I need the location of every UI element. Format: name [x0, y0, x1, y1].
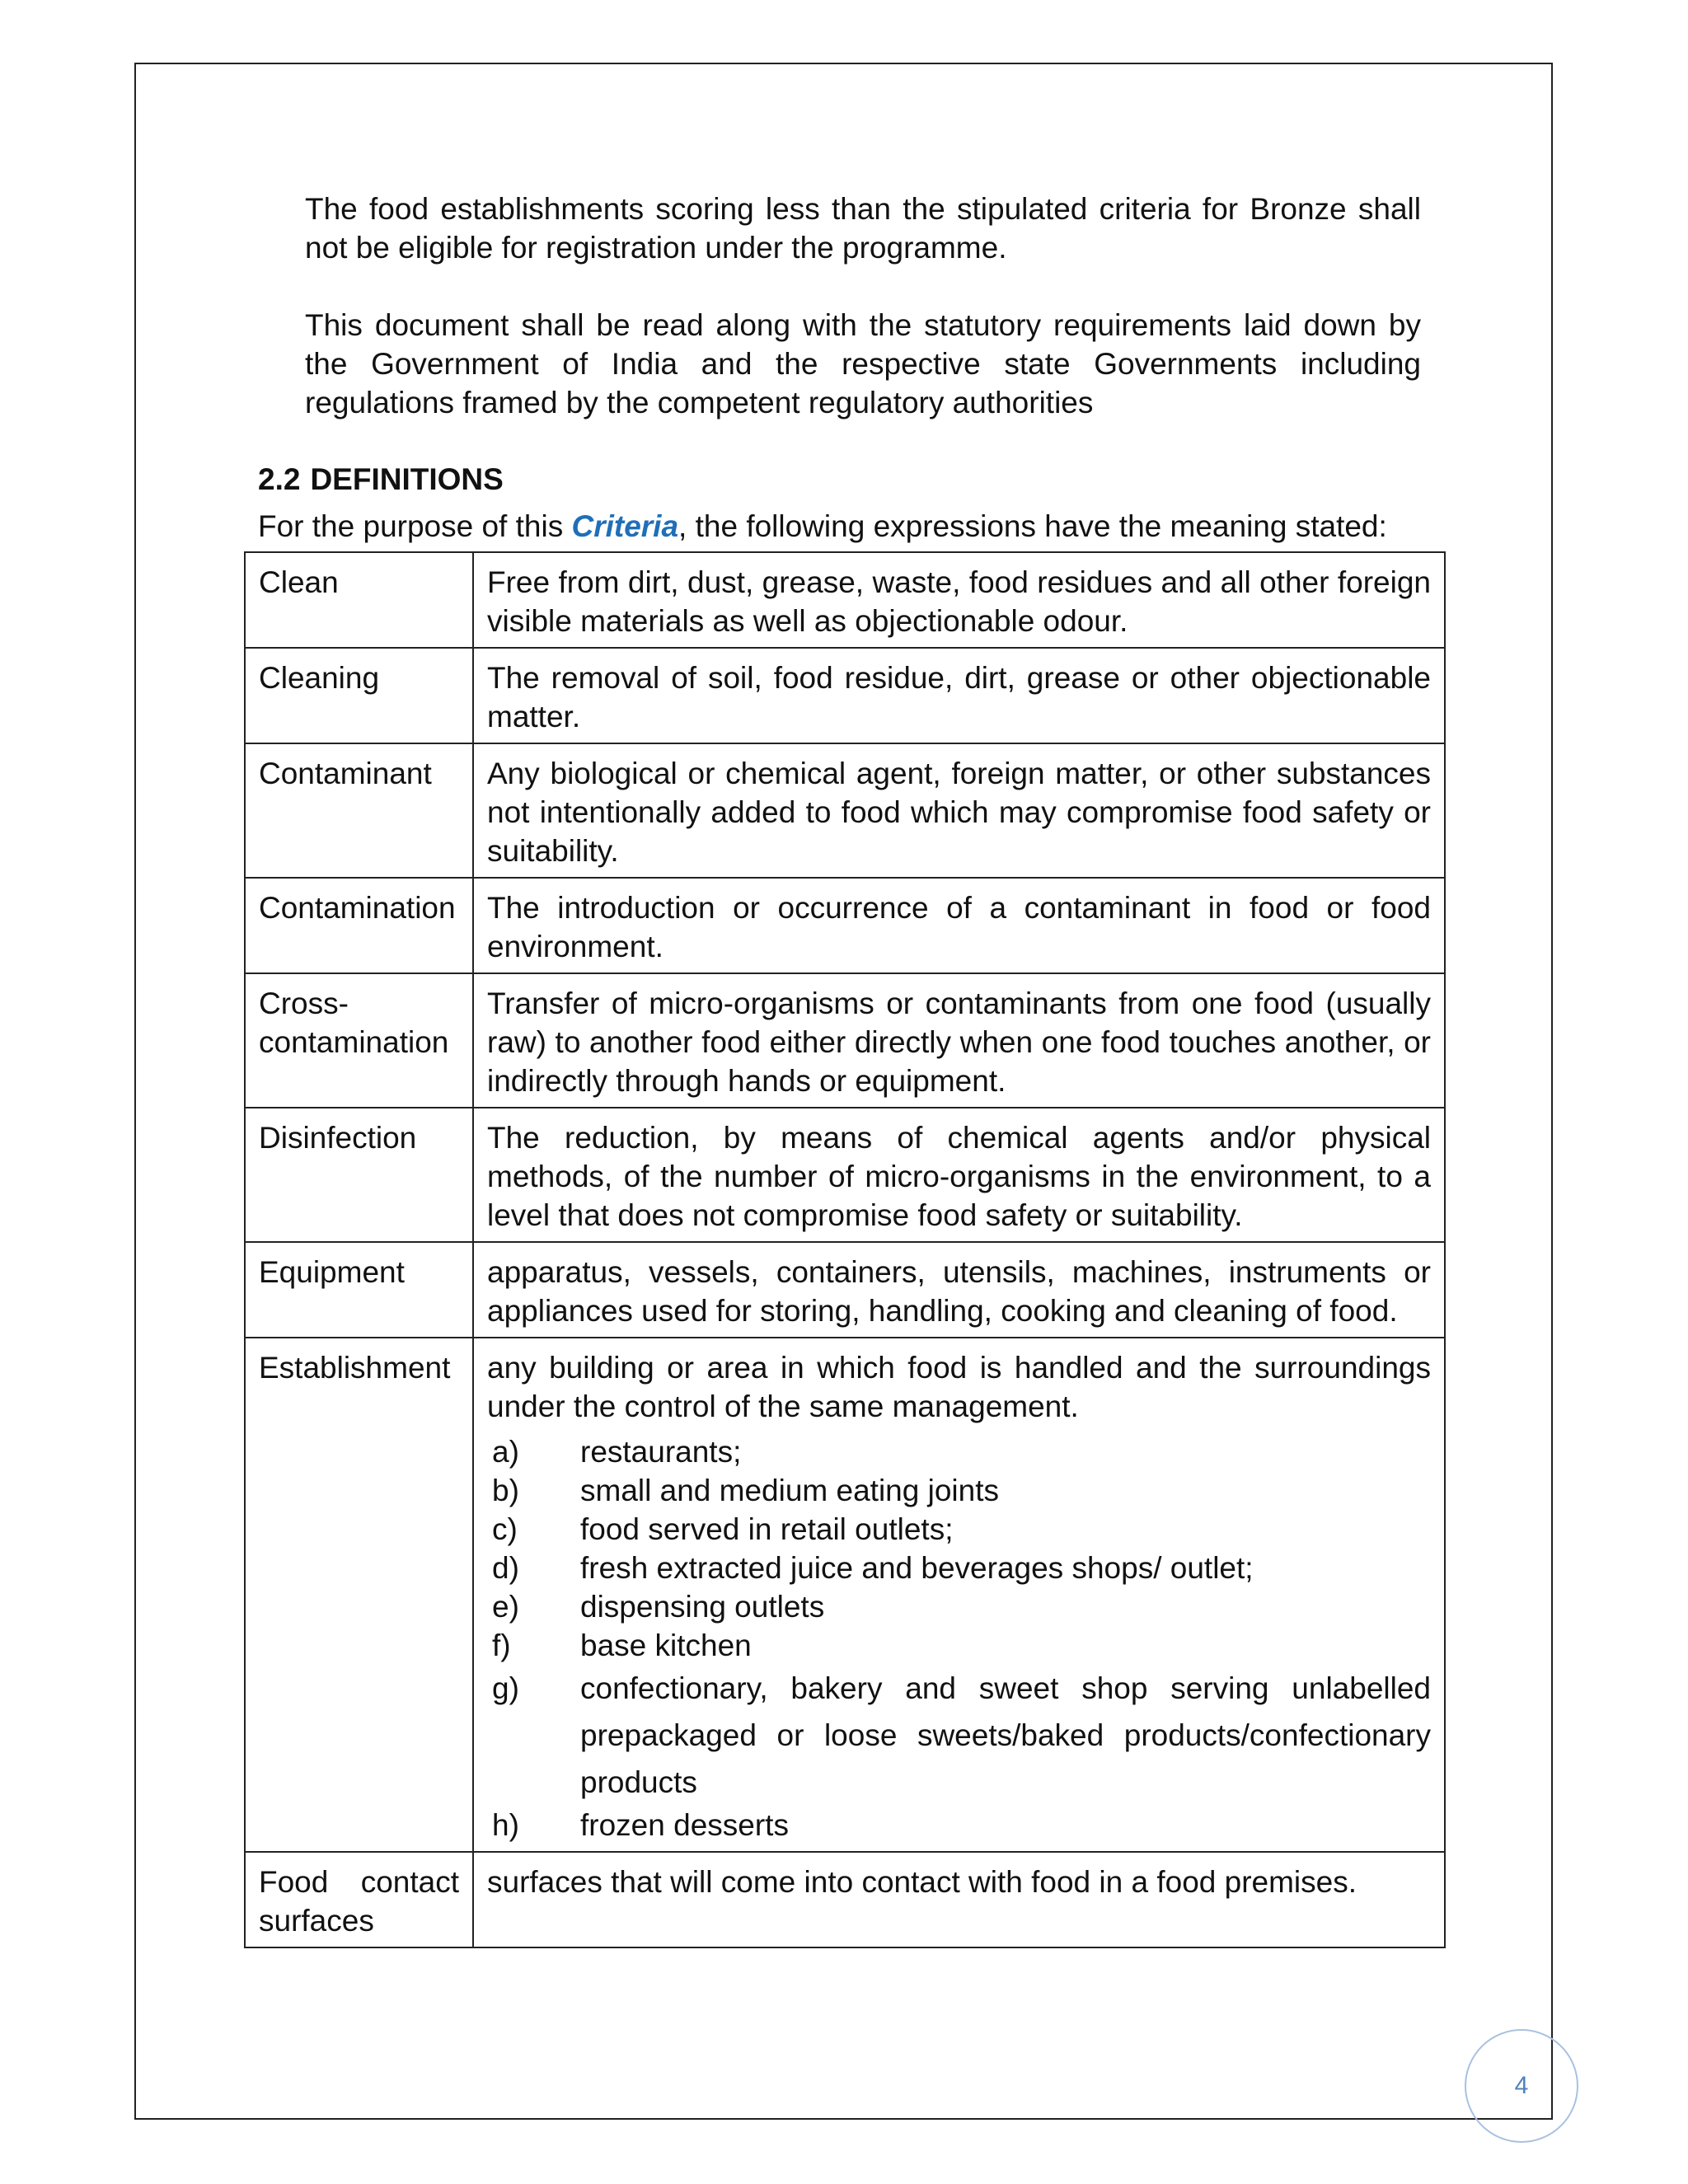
definition-term: Cleaning: [245, 648, 473, 743]
definition-meaning: The introduction or occurrence of a contaminant in food or food environment.: [473, 878, 1445, 973]
list-item: [487, 1587, 1431, 1626]
section-number: 2.2: [258, 462, 301, 496]
list-item-letter: c): [492, 1512, 518, 1546]
definition-term: Equipment: [245, 1242, 473, 1338]
definition-meaning: Any biological or chemical agent, foreign matter, or other substances not intentionally added to food which may compromise food safety or suitability.: [473, 743, 1445, 878]
list-item-letter: h): [492, 1808, 519, 1842]
list-item-text: confectionary, bakery and sweet shop serving unlabelled prepackaged or loose sweets/baked products/confectionary products: [580, 1671, 1431, 1799]
definitions-table: [244, 551, 1446, 1948]
establishment-types-list: [487, 1432, 1431, 1844]
purpose-statement: [258, 507, 1387, 546]
definition-row-equipment: [245, 1242, 1445, 1338]
definition-term: Cross-contamination: [245, 973, 473, 1108]
definition-meaning: any building or area in which food is handled and the surroundings under the control of the same management.: [487, 1351, 1431, 1423]
intro-paragraph-eligibility: The food establishments scoring less than the stipulated criteria for Bronze shall not be eligible for registration under the programme.: [305, 192, 1421, 265]
section-title: DEFINITIONS: [310, 462, 504, 496]
definition-meaning: The reduction, by means of chemical agents and/or physical methods, of the number of micro-organisms in the environment, to a level that does not compromise food safety or suitability.: [473, 1108, 1445, 1242]
list-item-letter: b): [492, 1474, 519, 1507]
definition-row-food-contact-surfaces: [245, 1852, 1445, 1947]
definition-term: Contamination: [245, 878, 473, 973]
definition-row-cross-contamination: [245, 973, 1445, 1108]
list-item-text: fresh extracted juice and beverages shops/ outlet;: [580, 1551, 1254, 1585]
list-item-text: small and medium eating joints: [580, 1474, 999, 1507]
list-item-letter: f): [492, 1629, 511, 1662]
list-item: [487, 1665, 1431, 1806]
list-item: [487, 1806, 1431, 1844]
definition-term: Contaminant: [245, 743, 473, 878]
list-item-text: dispensing outlets: [580, 1590, 825, 1624]
intro-paragraph-statutory: This document shall be read along with the statutory requirements laid down by the Government of India and the respective state Governments including regulations framed by the competent regulatory authorities: [305, 308, 1421, 419]
list-item: [487, 1471, 1431, 1510]
purpose-keyword: Criteria: [571, 509, 679, 543]
page-number: 4: [1465, 2029, 1578, 2143]
list-item: [487, 1549, 1431, 1587]
purpose-text-before: For the purpose of this: [258, 509, 572, 543]
list-item-letter: a): [492, 1435, 519, 1469]
list-item: [487, 1432, 1431, 1471]
definition-row-disinfection: [245, 1108, 1445, 1242]
definition-row-cleaning: [245, 648, 1445, 743]
definition-row-establishment: [245, 1338, 1445, 1852]
definition-meaning: surfaces that will come into contact with food in a food premises.: [473, 1852, 1445, 1947]
definition-meaning: The removal of soil, food residue, dirt, grease or other objectionable matter.: [473, 648, 1445, 743]
definition-row-clean: [245, 552, 1445, 648]
definition-row-contaminant: [245, 743, 1445, 878]
list-item-text: food served in retail outlets;: [580, 1512, 954, 1546]
list-item-letter: e): [492, 1590, 519, 1624]
definition-meaning: Free from dirt, dust, grease, waste, food residues and all other foreign visible materials as well as objectionable odour.: [473, 552, 1445, 648]
list-item-text: base kitchen: [580, 1629, 752, 1662]
purpose-text-after: , the following expressions have the meaning stated:: [678, 509, 1387, 543]
list-item-letter: d): [492, 1551, 519, 1585]
definition-meaning: apparatus, vessels, containers, utensils, machines, instruments or appliances used for storing, handling, cooking and cleaning of food.: [473, 1242, 1445, 1338]
list-item-text: restaurants;: [580, 1435, 742, 1469]
list-item-text: frozen desserts: [580, 1808, 789, 1842]
definition-term: Establishment: [245, 1338, 473, 1852]
list-item-letter: g): [492, 1671, 519, 1705]
definition-meaning: Transfer of micro-organisms or contaminants from one food (usually raw) to another food either directly when one food touches another, or indirectly through hands or equipment.: [473, 973, 1445, 1108]
definition-term: Food contact surfaces: [245, 1852, 473, 1947]
section-heading: [258, 460, 504, 499]
definition-meaning-cell: [473, 1338, 1445, 1852]
definition-term: Clean: [245, 552, 473, 648]
list-item: [487, 1626, 1431, 1665]
definition-row-contamination: [245, 878, 1445, 973]
definition-term: Disinfection: [245, 1108, 473, 1242]
list-item: [487, 1510, 1431, 1549]
